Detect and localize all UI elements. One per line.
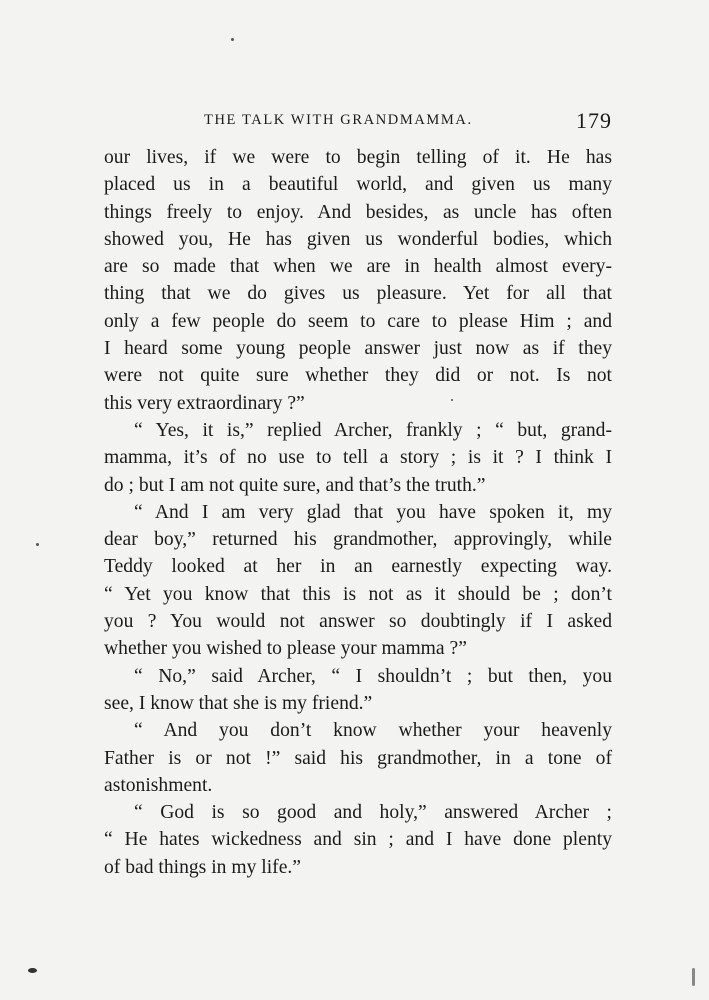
text-line: see, I know that she is my friend.” [104,692,373,714]
text-line: “ God is so good and holy,” answered Archer ; [134,802,612,824]
page-header [104,108,612,136]
text-line: placed us in a beautiful world, and given us many [104,174,612,196]
paper-speck [36,543,39,546]
running-head: THE TALK WITH GRANDMAMMA. [204,112,473,128]
text-line: whether you wished to please your mamma ?” [104,638,467,660]
text-line: “ Yet you know that this is not as it should be ; don’t [104,583,612,605]
page-number: 179 [576,108,612,133]
text-line: dear boy,” returned his grandmother, approvingly, while [104,529,612,551]
text-line: you ? You would not answer so doubtingly if I asked [104,611,612,633]
text-line: were not quite sure whether they did or not. Is not [104,365,612,387]
text-line: our lives, if we were to begin telling of it. He has [104,147,612,168]
text-line: I heard some young people answer just now as if they [104,338,612,360]
text-line: mamma, it’s of no use to tell a story ; is it ? I think I [104,447,612,469]
text-line: “ And you don’t know whether your heavenly [134,720,612,742]
text-line: thing that we do gives us pleasure. Yet for all that [104,283,612,305]
paper-speck [231,38,234,41]
text-line: “ And I am very glad that you have spoken it, my [134,501,612,523]
text-line: Father is or not !” said his grandmother, in a tone of [104,747,612,769]
text-line: “ No,” said Archer, “ I shouldn’t ; but then, you [134,665,612,687]
text-line: showed you, He has given us wonderful bodies, which [104,228,612,250]
text-line: of bad things in my life.” [104,856,301,878]
paper-speck [451,399,453,401]
paper-speck [28,968,37,973]
text-line: astonishment. [104,774,213,796]
text-line: things freely to enjoy. And besides, as uncle has often [104,201,612,223]
text-line: “ Yes, it is,” replied Archer, frankly ; “ but, grand- [134,419,612,441]
body-text [104,144,612,881]
text-line: Teddy looked at her in an earnestly expecting way. [104,556,612,578]
paper-speck [692,968,695,986]
text-line: “ He hates wickedness and sin ; and I have done plenty [104,829,612,851]
text-line: only a few people do seem to care to please Him ; and [104,310,612,332]
text-line: this very extraordinary ?” [104,392,305,414]
text-line: do ; but I am not quite sure, and that’s the truth.” [104,474,486,496]
text-line: are so made that when we are in health almost every- [104,256,612,278]
